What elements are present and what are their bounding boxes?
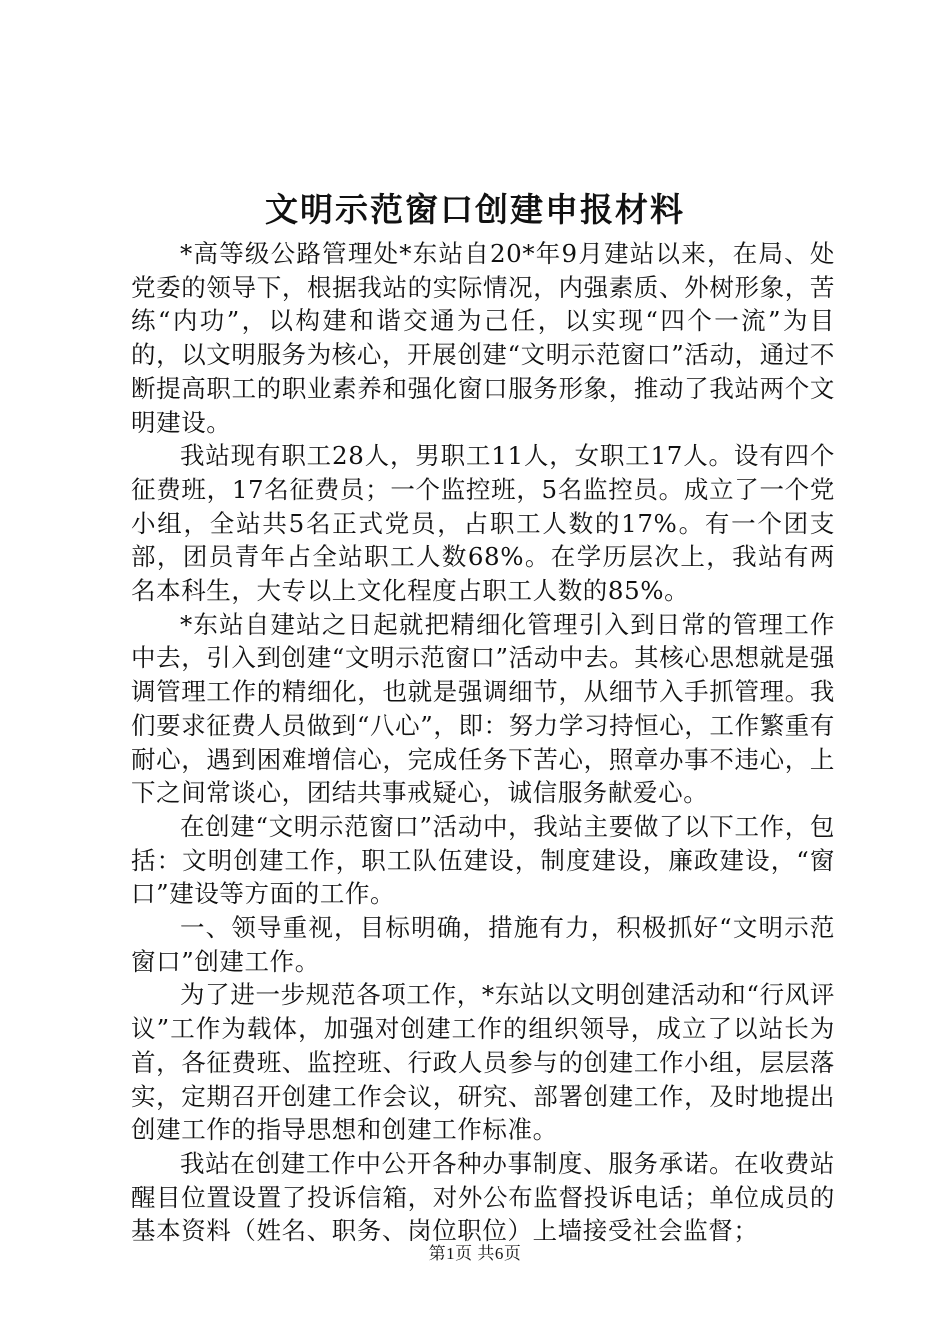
document-title: 文明示范窗口创建申报材料 [265, 190, 685, 229]
paragraph-intro: *高等级公路管理处*东站自20*年9月建站以来，在局、处党委的领导下，根据我站的实际情况，内强素质、外树形象，苦练“内功”，以构建和谐交通为己任，以实现“四个一流”为目的，以文明服务为核心，开展创建“文明示范窗口”活动，通过不断提高职工的职业素养和强化窗口服务形象，推动了我站两个文明建设。 [131, 239, 835, 437]
paragraph-work-summary: 在创建“文明示范窗口”活动中，我站主要做了以下工作，包括：文明创建工作，职工队伍建设，制度建设，廉政建设，“窗口”建设等方面的工作。 [131, 811, 835, 909]
paragraph-transparency: 我站在创建工作中公开各种办事制度、服务承诺。在收费站醒目位置设置了投诉信箱，对外公布监督投诉电话；单位成员的基本资料（姓名、职务、岗位职位）上墙接受社会监督； [131, 1148, 835, 1246]
document-body [131, 237, 835, 1248]
paragraph-staff-overview: 我站现有职工28人，男职工11人，女职工17人。设有四个征费班，17名征费员；一个监控班，5名监控员。成立了一个党小组，全站共5名正式党员，占职工人数的17%。有一个团支部，团员青年占全站职工人数68%。在学历层次上，我站有两名本科生，大专以上文化程度占职工人数的85%。 [131, 441, 835, 606]
paragraph-organization: 为了进一步规范各项工作，*东站以文明创建活动和“行风评议”工作为载体，加强对创建工作的组织领导，成立了以站长为首，各征费班、监控班、行政人员参与的创建工作小组，层层落实，定期召开创建工作会议，研究、部署创建工作，及时地提出创建工作的指导思想和创建工作标准。 [131, 980, 835, 1145]
section-heading-1: 一、领导重视，目标明确，措施有力，积极抓好“文明示范窗口”创建工作。 [131, 913, 835, 976]
paragraph-refined-management: *东站自建站之日起就把精细化管理引入到日常的管理工作中去，引入到创建“文明示范窗口”活动中去。其核心思想就是强调管理工作的精细化，也就是强调细节，从细节入手抓管理。我们要求征费人员做到“八心”，即：努力学习持恒心，工作繁重有耐心，遇到困难增信心，完成任务下苦心，照章办事不违心，上下之间常谈心，团结共事戒疑心，诚信服务献爱心。 [131, 609, 835, 808]
page-number-footer: 第1页 共6页 [428, 1244, 522, 1263]
